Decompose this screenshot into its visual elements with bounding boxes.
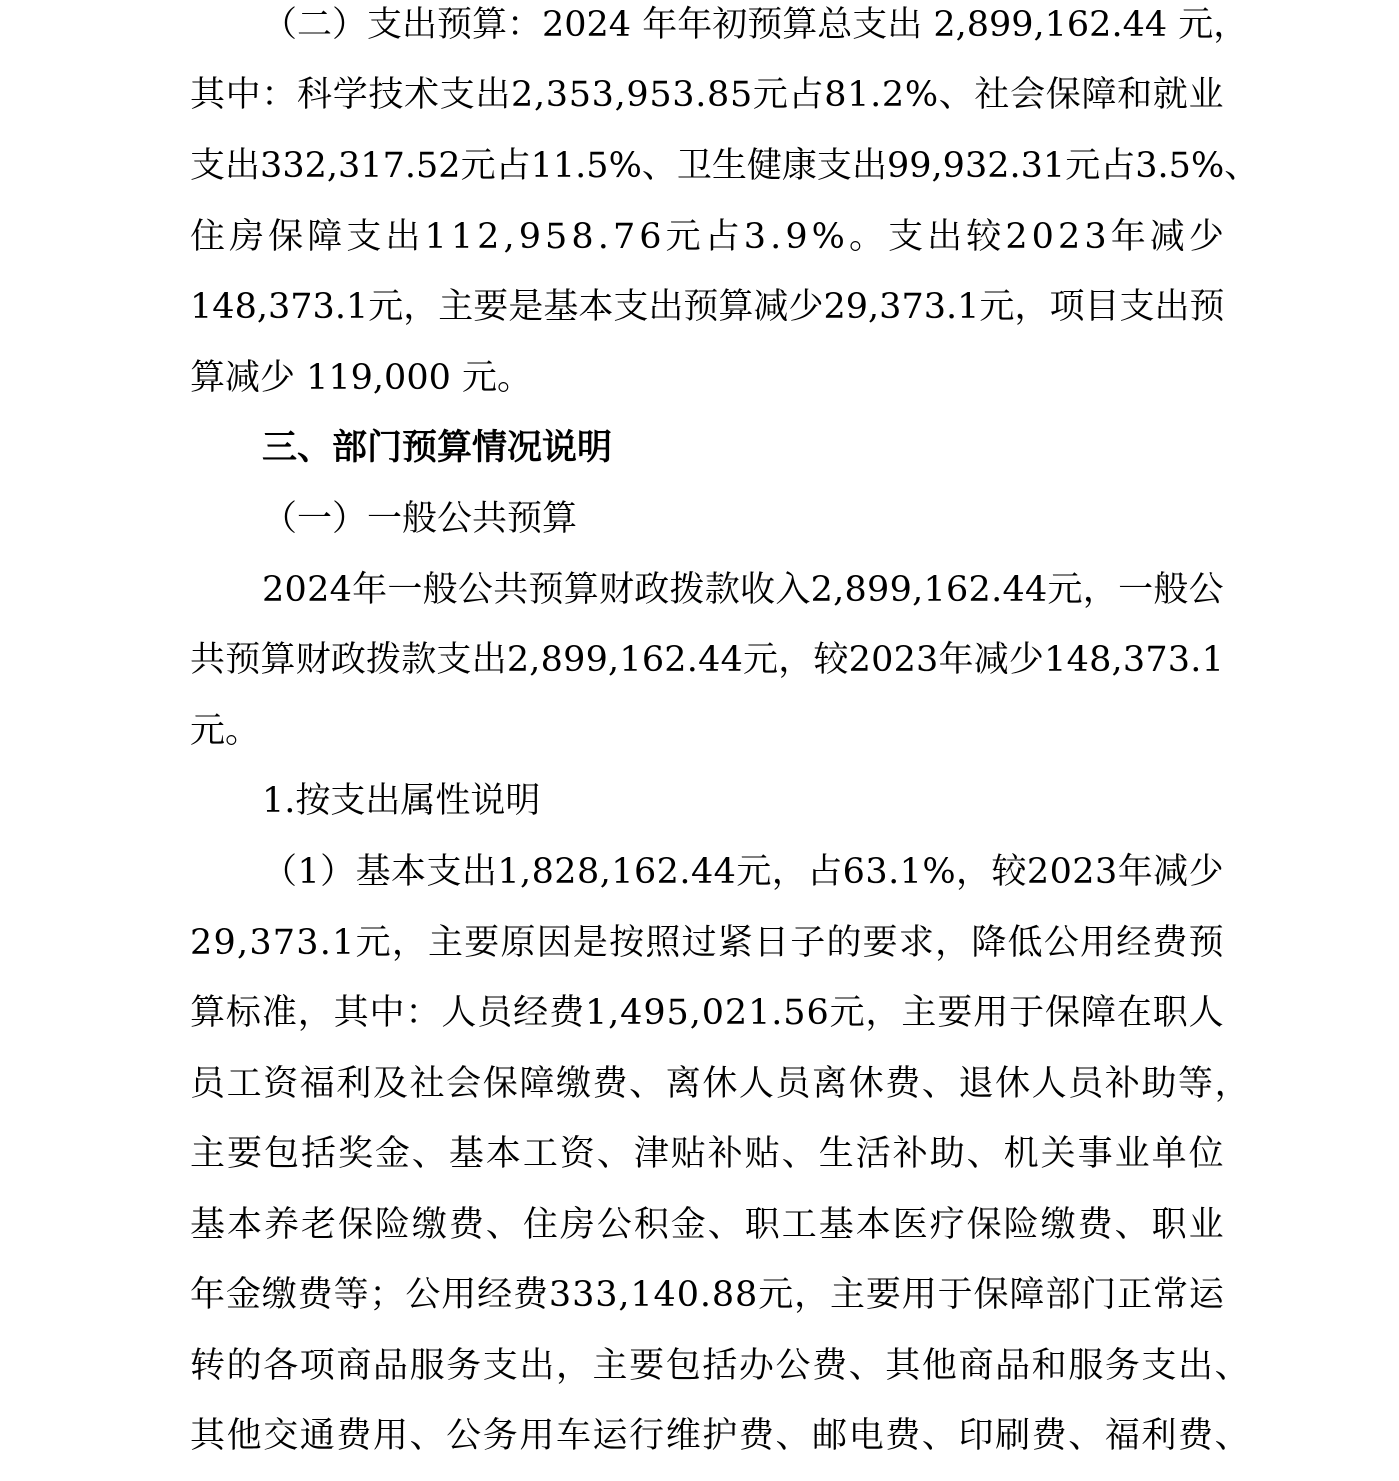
paragraph-line: 元。 bbox=[190, 711, 261, 751]
paragraph-line: 主 要 包 括 奖 金 、 基 本 工 资 、 津 贴 补 贴 、 生 活 补 助 、 机 关 事 业 单 位 bbox=[190, 1134, 1224, 1174]
paragraph-line: 转 的 各 项 商 品 服 务 支 出 ， 主 要 包 括 办 公 费 、 其 他 商 品 和 服 务 支 出 、 bbox=[190, 1346, 1250, 1386]
paragraph-line: （ 1 ） 基 本 支 出 1 , 8 2 8 , 1 6 2 . 4 4 元 ， 占 6 3 . 1 % ， 较 2 0 2 3 年 减 少 bbox=[262, 852, 1224, 892]
paragraph-line: 算减少 119,000 元。 bbox=[190, 358, 532, 398]
paragraph-line: 支 出 3 3 2 , 3 1 7 . 5 2 元 占 1 1 . 5 % 、 卫 生 健 康 支 出 9 9 , 9 3 2 . 3 1 元 占 3 . 5 % 、 bbox=[190, 146, 1260, 186]
item-title: 1.按支出属性说明 bbox=[262, 781, 541, 821]
section-heading: 三、部门预算情况说明 bbox=[262, 428, 613, 468]
paragraph-line: 其 中 ： 科 学 技 术 支 出 2 , 3 5 3 , 9 5 3 . 8 5 元 占 8 1 . 2 % 、 社 会 保 障 和 就 业 bbox=[190, 75, 1224, 115]
paragraph-line: 基 本 养 老 保 险 缴 费 、 住 房 公 积 金 、 职 工 基 本 医 疗 保 险 缴 费 、 职 业 bbox=[190, 1205, 1224, 1245]
paragraph-line: 2 9 , 3 7 3 . 1 元 ， 主 要 原 因 是 按 照 过 紧 日 子 的 要 求 ， 降 低 公 用 经 费 预 bbox=[190, 923, 1224, 963]
paragraph-line: 2 0 2 4 年 一 般 公 共 预 算 财 政 拨 款 收 入 2 , 8 9 9 , 1 6 2 . 4 4 元 ， 一 般 公 bbox=[262, 570, 1224, 610]
paragraph-line: 共 预 算 财 政 拨 款 支 出 2 , 8 9 9 , 1 6 2 . 4 4 元 ， 较 2 0 2 3 年 减 少 1 4 8 , 3 7 3 . 1 bbox=[190, 640, 1224, 680]
subsection-heading: （一）一般公共预算 bbox=[262, 499, 578, 539]
paragraph-line: 员 工 资 福 利 及 社 会 保 障 缴 费 、 离 休 人 员 离 休 费 、 退 休 人 员 补 助 等 ， bbox=[190, 1064, 1250, 1104]
paragraph-line: 其 他 交 通 费 用 、 公 务 用 车 运 行 维 护 费 、 邮 电 费 、 印 刷 费 、 福 利 费 、 bbox=[190, 1416, 1250, 1456]
paragraph-line: 算 标 准 ， 其 中 ： 人 员 经 费 1 , 4 9 5 , 0 2 1 . 5 6 元 ， 主 要 用 于 保 障 在 职 人 bbox=[190, 993, 1224, 1033]
paragraph-line: 1 4 8 , 3 7 3 . 1 元 ， 主 要 是 基 本 支 出 预 算 减 少 2 9 , 3 7 3 . 1 元 ， 项 目 支 出 预 bbox=[190, 287, 1225, 327]
paragraph-line: （二）支出预算：2024 年年初预算总支出 2,899,162.44 元， bbox=[262, 5, 1249, 45]
paragraph-line: 住 房 保 障 支 出 1 1 2 , 9 5 8 . 7 6 元 占 3 . 9 % 。 支 出 较 2 0 2 3 年 减 少 bbox=[190, 217, 1224, 257]
paragraph-line: 年 金 缴 费 等 ； 公 用 经 费 3 3 3 , 1 4 0 . 8 8 元 ， 主 要 用 于 保 障 部 门 正 常 运 bbox=[190, 1275, 1224, 1315]
